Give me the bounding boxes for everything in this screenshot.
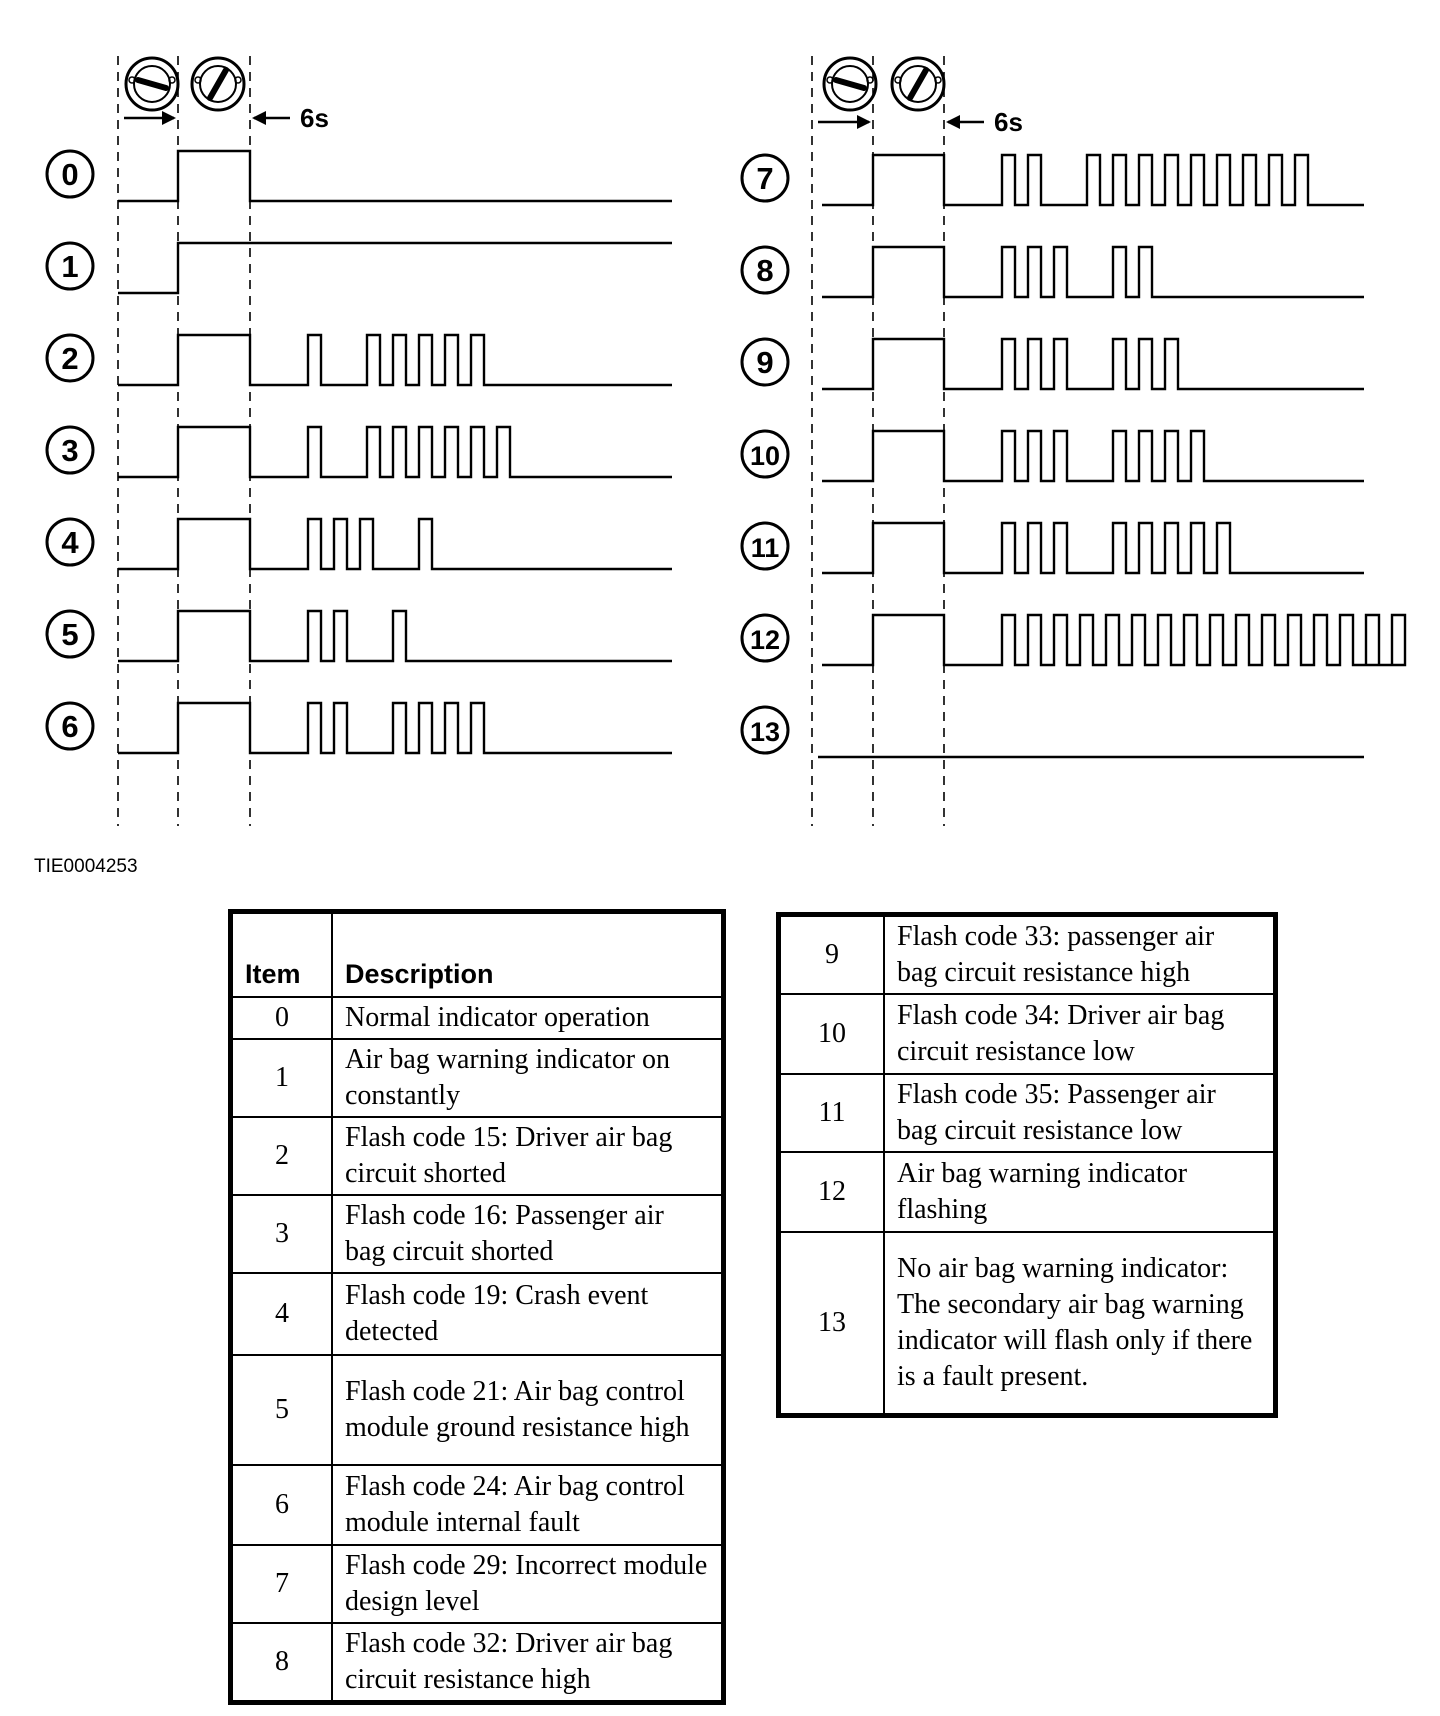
ignition-key-on-icon-key bbox=[910, 70, 926, 98]
ignition-key-off-icon-key bbox=[836, 80, 864, 88]
waveform-id-label: 12 bbox=[749, 625, 781, 655]
waveform-9-trace bbox=[822, 339, 1364, 389]
item-description: Flash code 16: Passenger air bag circuit shorted bbox=[332, 1195, 722, 1273]
waveform-id-label: 13 bbox=[749, 717, 781, 747]
item-number: 13 bbox=[780, 1232, 884, 1414]
item-description: Flash code 29: Incorrect module design level bbox=[332, 1545, 722, 1623]
table-row bbox=[780, 916, 1274, 994]
item-number: 3 bbox=[232, 1195, 332, 1273]
item-description: Normal indicator operation bbox=[332, 997, 722, 1039]
table-row bbox=[232, 1117, 722, 1195]
item-number: 12 bbox=[780, 1152, 884, 1232]
waveform-7-trace bbox=[822, 155, 1364, 205]
waveform-id-label: 2 bbox=[61, 341, 79, 376]
item-description: Flash code 35: Passenger air bag circuit resistance low bbox=[884, 1074, 1274, 1152]
item-description: Flash code 34: Driver air bag circuit resistance low bbox=[884, 994, 1274, 1074]
item-number: 11 bbox=[780, 1074, 884, 1152]
item-number: 2 bbox=[232, 1117, 332, 1195]
table-row bbox=[780, 1152, 1274, 1232]
waveform-5-trace bbox=[118, 611, 672, 661]
ignition-key-on-icon-key bbox=[210, 70, 226, 98]
item-description: Flash code 24: Air bag control module internal fault bbox=[332, 1465, 722, 1545]
waveform-id-label: 4 bbox=[61, 525, 79, 560]
table-row bbox=[232, 1545, 722, 1623]
item-description: No air bag warning indicator: The secondary air bag warning indicator will flash only if there is a fault present. bbox=[884, 1232, 1274, 1414]
item-number: 6 bbox=[232, 1465, 332, 1545]
item-description: Flash code 32: Driver air bag circuit resistance high bbox=[332, 1623, 722, 1701]
waveform-id-label: 5 bbox=[61, 617, 79, 652]
table-row bbox=[232, 1465, 722, 1545]
waveform-id-label: 9 bbox=[756, 345, 774, 380]
item-description: Flash code 33: passenger air bag circuit resistance high bbox=[884, 916, 1274, 994]
waveform-id-label: 11 bbox=[750, 533, 780, 563]
time-label: 6s bbox=[994, 107, 1023, 137]
waveform-id-label: 10 bbox=[749, 441, 781, 471]
table-row bbox=[232, 997, 722, 1039]
item-description: Flash code 19: Crash event detected bbox=[332, 1273, 722, 1355]
table-row bbox=[780, 994, 1274, 1074]
waveform-1-trace bbox=[118, 243, 672, 293]
time-label: 6s bbox=[300, 103, 329, 133]
waveform-8-trace bbox=[822, 247, 1364, 297]
waveform-id-label: 3 bbox=[61, 433, 79, 468]
table-row bbox=[232, 1623, 722, 1701]
item-description: Air bag warning indicator on constantly bbox=[332, 1039, 722, 1117]
item-number: 7 bbox=[232, 1545, 332, 1623]
waveform-2-trace bbox=[118, 335, 672, 385]
table-row bbox=[780, 1232, 1274, 1414]
item-number: 0 bbox=[232, 997, 332, 1039]
item-description: Flash code 21: Air bag control module ground resistance high bbox=[332, 1355, 722, 1465]
item-number: 4 bbox=[232, 1273, 332, 1355]
waveform-6-trace bbox=[118, 703, 672, 753]
table-row bbox=[232, 1355, 722, 1465]
item-number: 1 bbox=[232, 1039, 332, 1117]
waveform-0-trace bbox=[118, 151, 672, 201]
waveform-12-trace bbox=[822, 615, 1405, 665]
item-description: Air bag warning indicator flashing bbox=[884, 1152, 1274, 1232]
waveform-id-label: 6 bbox=[61, 709, 79, 744]
waveform-4-trace bbox=[118, 519, 672, 569]
arrow-head bbox=[252, 111, 266, 125]
item-column-header: Item bbox=[232, 913, 332, 997]
table-row bbox=[780, 1074, 1274, 1152]
waveform-id-label: 8 bbox=[756, 253, 774, 288]
waveform-3-trace bbox=[118, 427, 672, 477]
waveform-11-trace bbox=[822, 523, 1364, 573]
flash-code-table-right bbox=[776, 912, 1278, 1418]
waveform-id-label: 7 bbox=[756, 161, 774, 196]
figure-reference: TIE0004253 bbox=[34, 856, 138, 877]
item-description: Flash code 15: Driver air bag circuit shorted bbox=[332, 1117, 722, 1195]
arrow-head bbox=[162, 111, 176, 125]
table-row bbox=[232, 1039, 722, 1117]
item-number: 10 bbox=[780, 994, 884, 1074]
table-header-row bbox=[232, 913, 722, 997]
item-number: 8 bbox=[232, 1623, 332, 1701]
table-row bbox=[232, 1195, 722, 1273]
item-number: 9 bbox=[780, 916, 884, 994]
table-row bbox=[232, 1273, 722, 1355]
arrow-head bbox=[857, 115, 871, 129]
arrow-head bbox=[946, 115, 960, 129]
item-number: 5 bbox=[232, 1355, 332, 1465]
waveform-id-label: 0 bbox=[61, 157, 79, 192]
flash-code-table-left bbox=[228, 909, 726, 1705]
description-column-header: Description bbox=[332, 913, 722, 997]
waveform-10-trace bbox=[822, 431, 1364, 481]
waveform-id-label: 1 bbox=[61, 249, 79, 284]
ignition-key-off-icon-key bbox=[138, 80, 166, 88]
